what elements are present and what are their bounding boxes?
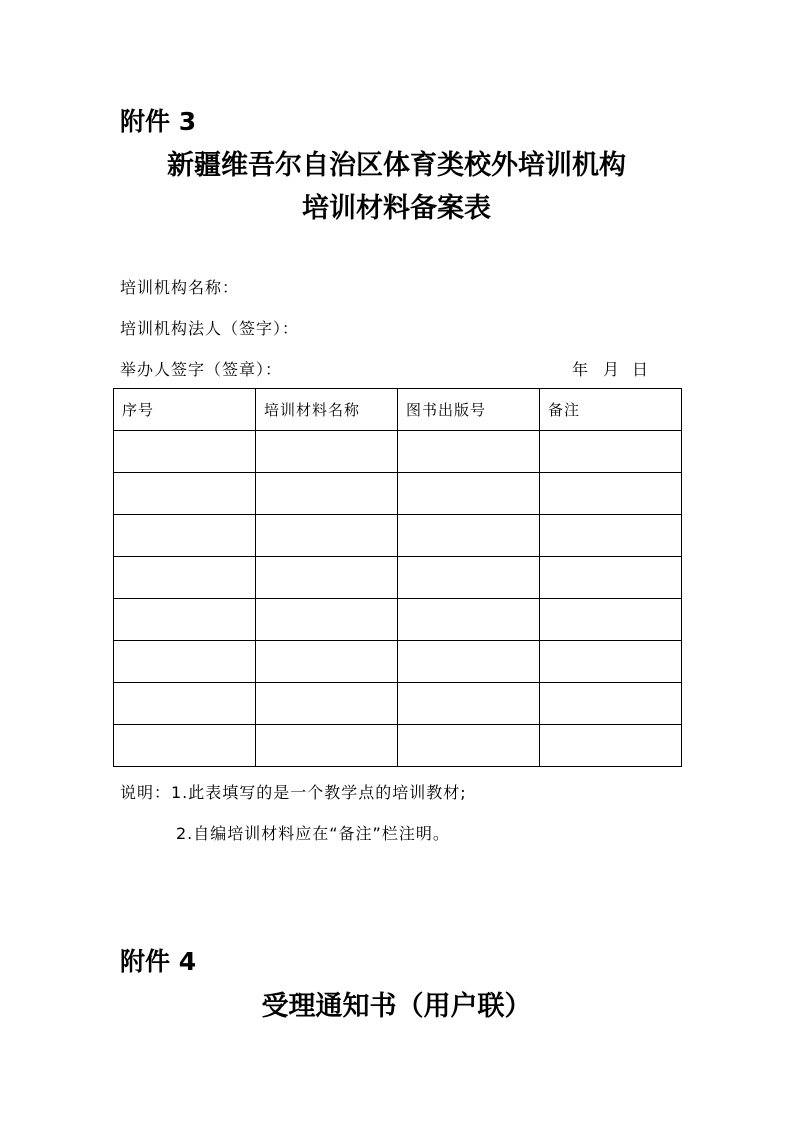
table-row bbox=[114, 683, 682, 725]
table-cell[interactable] bbox=[114, 473, 256, 515]
date-day-label: 日 bbox=[632, 360, 649, 379]
table-cell[interactable] bbox=[540, 725, 682, 767]
form-title-line2: 培训材料备案表 bbox=[302, 193, 491, 224]
table-row bbox=[114, 641, 682, 683]
table-cell[interactable] bbox=[540, 557, 682, 599]
date-year-label: 年 bbox=[572, 360, 589, 379]
table-cell[interactable] bbox=[398, 683, 540, 725]
form-title-line1: 新疆维吾尔自治区体育类校外培训机构 bbox=[167, 150, 626, 181]
table-cell[interactable] bbox=[398, 599, 540, 641]
table-header-row bbox=[114, 389, 682, 431]
column-header-serial: 序号 bbox=[114, 389, 256, 431]
table-row bbox=[114, 599, 682, 641]
table-cell[interactable] bbox=[114, 599, 256, 641]
table-cell[interactable] bbox=[398, 473, 540, 515]
table-cell[interactable] bbox=[256, 725, 398, 767]
table-cell[interactable] bbox=[256, 599, 398, 641]
table-row bbox=[114, 431, 682, 473]
table-row bbox=[114, 515, 682, 557]
table-cell[interactable] bbox=[256, 557, 398, 599]
organizer-sign-field: 举办人签字（签章）： bbox=[120, 360, 283, 379]
table-cell[interactable] bbox=[256, 683, 398, 725]
table-cell[interactable] bbox=[114, 683, 256, 725]
table-row bbox=[114, 725, 682, 767]
column-header-material-name: 培训材料名称 bbox=[256, 389, 398, 431]
column-header-publication-number: 图书出版号 bbox=[398, 389, 540, 431]
table-cell[interactable] bbox=[256, 641, 398, 683]
date-month-label: 月 bbox=[603, 360, 620, 379]
table-row bbox=[114, 557, 682, 599]
table-cell[interactable] bbox=[398, 641, 540, 683]
note-line-1: 说明：1.此表填写的是一个教学点的培训教材; bbox=[120, 783, 467, 802]
table-cell[interactable] bbox=[398, 515, 540, 557]
table-cell[interactable] bbox=[540, 683, 682, 725]
table-cell[interactable] bbox=[114, 431, 256, 473]
column-header-remarks: 备注 bbox=[540, 389, 682, 431]
note-line-2: 2.自编培训材料应在“备注”栏注明。 bbox=[176, 824, 450, 843]
table-cell[interactable] bbox=[540, 515, 682, 557]
table-cell[interactable] bbox=[114, 557, 256, 599]
table-cell[interactable] bbox=[398, 557, 540, 599]
legal-person-field: 培训机构法人（签字）： bbox=[120, 319, 300, 338]
table-cell[interactable] bbox=[398, 725, 540, 767]
table-cell[interactable] bbox=[398, 431, 540, 473]
table-cell[interactable] bbox=[540, 473, 682, 515]
table-cell[interactable] bbox=[114, 515, 256, 557]
table-cell[interactable] bbox=[256, 431, 398, 473]
table-cell[interactable] bbox=[540, 641, 682, 683]
table-cell[interactable] bbox=[256, 515, 398, 557]
attachment-3-label: 附件 3 bbox=[120, 107, 197, 136]
table-cell[interactable] bbox=[256, 473, 398, 515]
table-cell[interactable] bbox=[540, 599, 682, 641]
notice-title: 受理通知书（用户联） bbox=[261, 991, 532, 1022]
materials-record-table bbox=[113, 388, 682, 767]
attachment-4-label: 附件 4 bbox=[120, 947, 197, 976]
table-body bbox=[114, 431, 682, 767]
table-cell[interactable] bbox=[114, 641, 256, 683]
table-row bbox=[114, 473, 682, 515]
table-cell[interactable] bbox=[114, 725, 256, 767]
org-name-field: 培训机构名称： bbox=[120, 278, 240, 297]
table-cell[interactable] bbox=[540, 431, 682, 473]
